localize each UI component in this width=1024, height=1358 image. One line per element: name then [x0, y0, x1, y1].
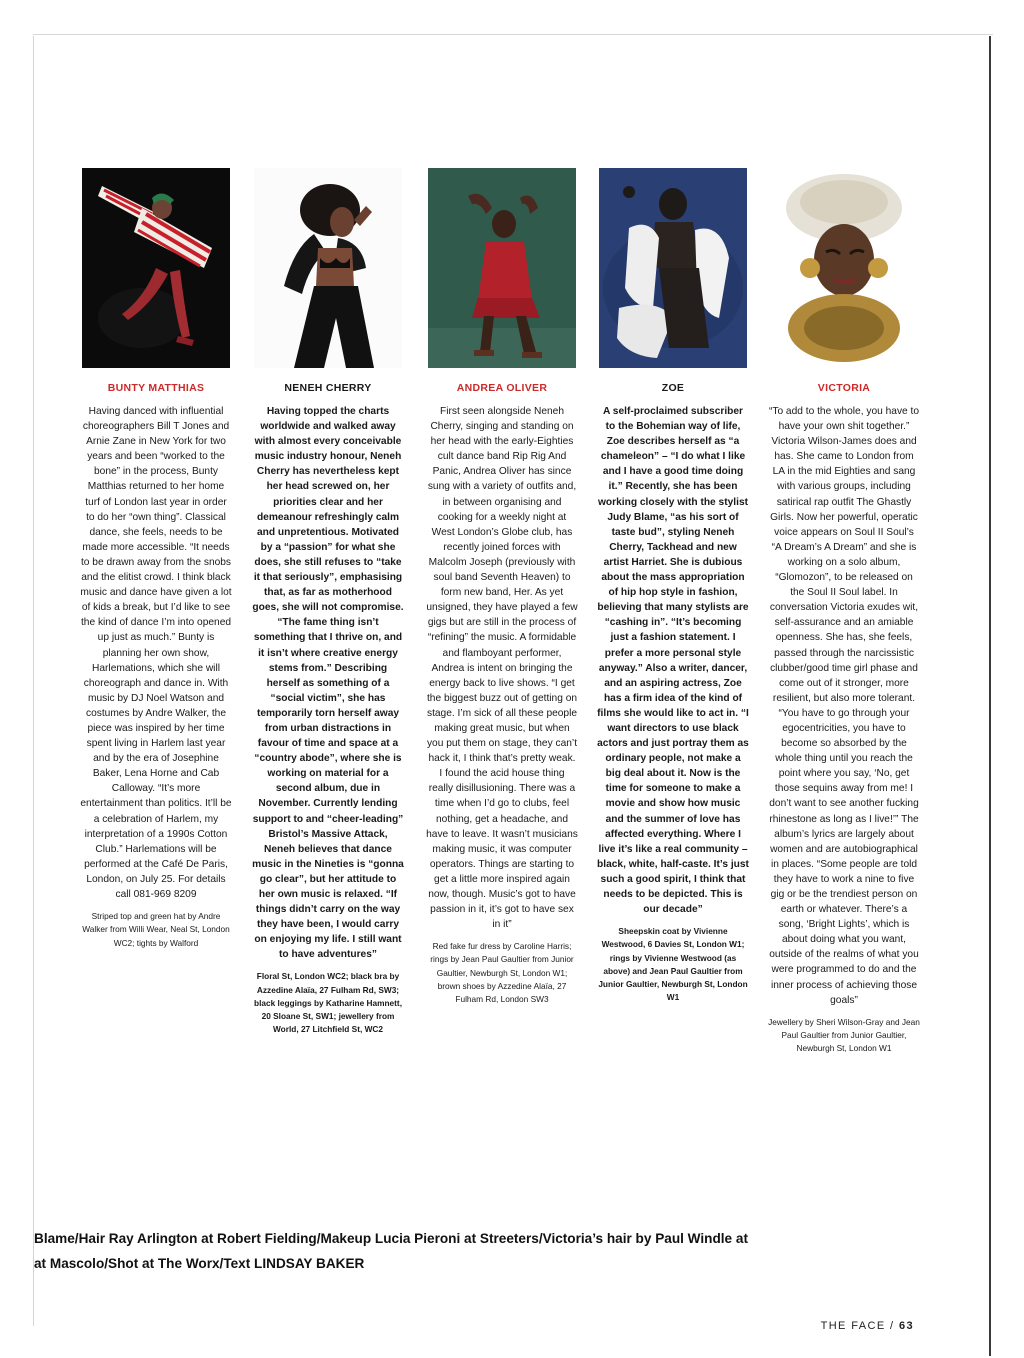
singer-portrait-photo — [254, 168, 402, 368]
profile-column-andrea — [426, 168, 578, 1006]
profile-fashion-credit: Jewellery by Sheri Wilson-Gray and Jean Paul Gaultier from Junior Gaultier, Newburgh St, London W1 — [768, 1016, 920, 1054]
performer-portrait-photo — [428, 168, 576, 368]
profile-body-text: Having danced with influential choreographers Bill T Jones and Arnie Zane in New York for two years and been “worked to the bone” in the process, Bunty Matthias returned to her home turf of London last year in order to do her “own thing”. Classical dance, she feels, needs to be made more accessible. “It needs to be drawn away from the snobs and the elitist crowd. I think black music and dance have given a lot of kids a break, but I’d like to see the kind of dance I’m into opened up just as much.” Bunty is planning her own show, Harlemations, which she will choreograph and dance in. With music by DJ Noel Watson and costumes by Andre Walker, the piece was inspired by her time spent living in Harlem last year and by the era of Josephine Baker, Lena Horne and Cab Calloway. “It’s more entertainment than politics. It’ll be a celebration of Harlem, my interpretation of a 1990s Cotton Club.” Harlemations will be performed at the Café De Paris, London, on July 25. For details call 081-969 8209 — [80, 406, 232, 900]
page-right-edge — [989, 36, 991, 1356]
artist-portrait-photo — [599, 168, 747, 368]
profile-body-text: Having topped the charts worldwide and walked away with almost every conceivable music industry honour, Neneh Cherry has nevertheless kept her head screwed on, her priorities clear and her demeanour refreshingly calm and unpretentious. Motivated by a “passion” for what she does, she still refuses to “take it that seriously”, emphasising that, as far as motherhood goes, she will not compromise. “The fame thing isn’t something that I thrive on, and it isn’t where creative energy stems from.” Describing herself as something of a “social victim”, she has temporarily torn herself away from urban distractions in favour of time and space at a “country abode”, where she is working on material for a second album, due in November. Currently lending support to and “cheer-leading” Bristol’s Massive Attack, Neneh believes that dance music in the Nineties is “gonna go clear”, but her attitude to her own music is relaxed. “If things didn’t carry on the way they have been, I would carry on enjoying my life. I still want to have adventures” — [252, 406, 404, 961]
page-left-edge — [33, 36, 34, 1326]
profile-name: VICTORIA — [817, 382, 871, 394]
profile-body-text: First seen alongside Neneh Cherry, singing and standing on her head with the early-Eighties cult dance band Rip Rig And Panic, Andrea Oliver has since sung with a variety of outfits and, in between organising and cooking for a weekly night at West London’s Globe club, has recently joined forces with Malcolm Joseph (previously with soul band Seventh Heaven) to form new band, Her. As yet unsigned, they have played a few gigs but are still in the process of “refining” the music. A formidable and flamboyant performer, Andrea is intent on bringing the energy back to live shows. “I get the biggest buzz out of getting on stage. I’m sick of all these people making great music, but when you put them on stage, they can’t hack it, I think that’s pretty weak. I found the acid house thing really disillusioning. There was a time when I’d go to clubs, feel nothing, get a headache, and have to leave. It wasn’t musicians making music, it was computer operators. Things are starting to get a little more inspired again now, though. Music’s got to have passion in it, it’s got to have sex in it” — [426, 406, 578, 931]
footer-credit-line: Blame/Hair Ray Arlington at Robert Fielding/Makeup Lucia Pieroni at Streeters/Victoria’s hair by Paul Windle at — [34, 1231, 748, 1246]
footer-credit-line: at Mascolo/Shot at The Worx/Text LINDSAY BAKER — [34, 1256, 365, 1271]
page-top-edge — [33, 34, 993, 35]
page-folio — [821, 1320, 914, 1332]
magazine-name: THE FACE / — [820, 1320, 895, 1332]
profile-fashion-credit: Sheepskin coat by Vivienne Westwood, 6 Davies St, London W1; rings by Vivienne Westwood (as above) and Jean Paul Gaultier from Junior Gaultier, Newburgh St, London W1 — [598, 926, 748, 1003]
profile-column-bunty — [80, 168, 232, 950]
profile-name: BUNTY MATTHIAS — [107, 382, 205, 394]
footer-credits — [34, 1226, 984, 1276]
profile-fashion-credit: Striped top and green hat by Andre Walker from Willi Wear, Neal St, London WC2; tights by Walford — [82, 911, 230, 948]
profile-column-victoria — [768, 168, 920, 1055]
profile-name: ANDREA OLIVER — [456, 382, 548, 394]
profile-body-text: A self-proclaimed subscriber to the Bohemian way of life, Zoe describes herself as “a chameleon” – “I do what I like and I have a good time doing it.” Recently, she has been working closely with the stylist Judy Blame, “as his sort of taste bud”, styling Neneh Cherry, Tackhead and new artist Harriet. She is dubious about the mass appropriation of hip hop style in fashion, believing that many stylists are “cashing in”. “It’s becoming just a fashion statement. I prefer a more personal style anyway.” Also a writer, dancer, and an aspiring actress, Zoe has a firm idea of the kind of films she would like to act in. “I want directors to use black actors and just portray them as ordinary people, not make a big deal about it. Now is the time for someone to make a movie and show how music and the summer of love has affected everything. Where I live it’s like a real community – black, white, half-caste. It’s just such a good spirit, I think that needs to be depicted. This is our decade” — [597, 406, 749, 916]
vocalist-portrait-photo — [770, 168, 918, 368]
profile-body-text: “To add to the whole, you have to have your own shit together.” Victoria Wilson-James does and has. She came to London from LA in the mid Eighties and sang with various groups, including satirical rap outfit The Ghastly Girls. Now her powerful, operatic voice appears on Soul II Soul’s “A Dream’s A Dream” and she is working on a solo album, “Glomozon”, to be released on the Soul II Soul label. In conversation Victoria exudes wit, self-assurance and an amiable openness. She has, she feels, passed through the narcissistic clubber/good time girl phase and come out of it stronger, more resilient, but also more tolerant. “You have to go through your egocentricities, you have to become so absorbed by the whole thing until you reach the point where you say, ‘No, get those sequins away from me! I don’t want to see another fucking rhinestone as long as I live!’” The album’s lyrics are largely about women and are autobiographical in places. “Some people are told they have to work a nine to five gig or be the trendiest person on earth or whatever. There’s a song, ‘Bright Lights’, which is about doing what you want, outside of the realms of what you were programmed to do and the inner process of achieving those goals” — [768, 406, 920, 1006]
page-number: 63 — [898, 1320, 914, 1332]
profile-column-neneh — [252, 168, 404, 1036]
profile-name: NENEH CHERRY — [284, 382, 372, 394]
profile-name: ZOE — [661, 382, 685, 394]
profile-fashion-credit: Floral St, London WC2; black bra by Azzedine Alaïa, 27 Fulham Rd, SW3; black leggings by Katharine Hamnett, 20 Sloane St, SW1; jewellery from World, 27 Litchfield St, WC2 — [254, 971, 402, 1035]
profile-column-zoe — [597, 168, 749, 1004]
dancer-portrait-photo — [82, 168, 230, 368]
profile-fashion-credit: Red fake fur dress by Caroline Harris; rings by Jean Paul Gaultier from Junior Gaultier, Newburgh St, London W1; brown shoes by Azzedine Alaïa, 27 Fulham Rd, London SW3 — [430, 941, 574, 1005]
